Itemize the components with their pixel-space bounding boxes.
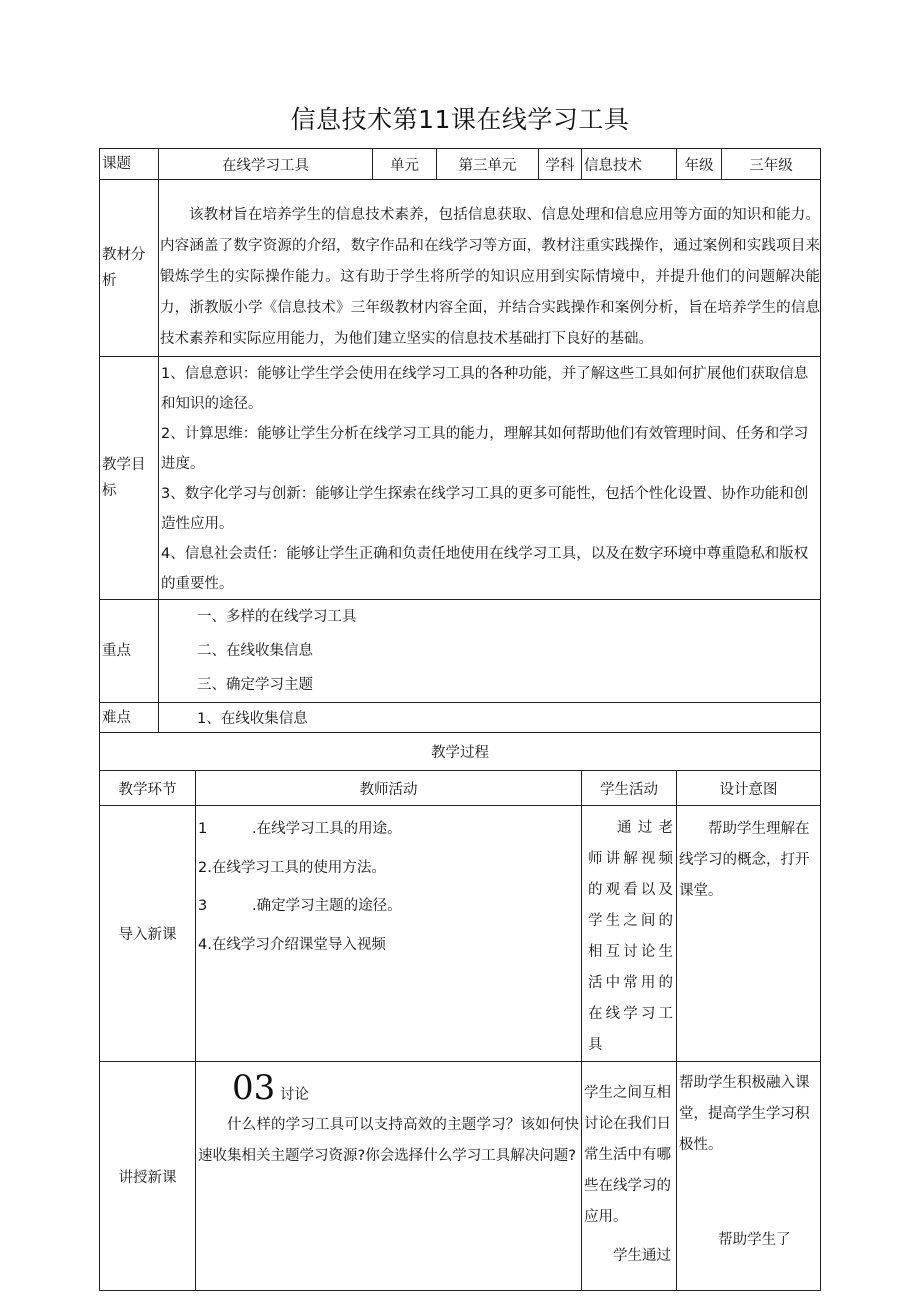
difficulty-label: 难点 xyxy=(100,703,159,733)
intro-step: 3 .确定学习主题的途径。 xyxy=(198,898,402,914)
column-stage: 教学环节 xyxy=(100,771,196,806)
objectives-list xyxy=(159,357,821,600)
analysis-row xyxy=(100,180,821,357)
intro-teacher xyxy=(196,806,582,1062)
lecture-teacher-text: 什么样的学习工具可以支持高效的主题学习？该如何快速收集相关主题学习资源?你会选择什么学习工具解决问题? xyxy=(198,1117,579,1164)
lecture-student-text: 学生之间互相讨论在我们日常生活中有哪些在线学习的应用。 xyxy=(584,1085,671,1225)
intro-step: 2.在线学习工具的使用方法。 xyxy=(198,859,386,876)
objective-item: 4、信息社会责任：能够让学生正确和负责任地使用在线学习工具，以及在数字环境中尊重隐私和版权的重要性。 xyxy=(161,546,809,592)
lecture-intent-more: 帮助学生了 xyxy=(718,1232,791,1248)
section-number-label: 讨论 xyxy=(279,1087,309,1103)
page-title: 信息技术第11课在线学习工具 xyxy=(290,105,630,134)
analysis-label xyxy=(100,180,159,357)
objective-item: 2、计算思维：能够让学生分析在线学习工具的能力，理解其如何帮助他们有效管理时间、任务和学习进度。 xyxy=(161,426,809,472)
key-points-label: 重点 xyxy=(100,600,159,703)
analysis-label-line2: 析 xyxy=(102,273,117,289)
analysis-text: 该教材旨在培养学生的信息技术素养，包括信息获取、信息处理和信息应用等方面的知识和能力。内容涵盖了数字资源的介绍，数字作品和在线学习等方面，教材注重实践操作，通过案例和实践项目来锻炼学生的实际操作能力。这有助于学生将所学的知识应用到实际情境中，并提升他们的问题解决能力，浙教版小学《信息技术》三年级教材内容全面，并结合实践操作和案例分析，旨在培养学生的信息技术素养和实际应用能力，为他们建立坚实的信息技术基础打下良好的基础。 xyxy=(159,180,821,357)
key-points-list xyxy=(159,600,821,703)
objectives-row xyxy=(100,357,821,600)
unit-value: 第三单元 xyxy=(437,149,539,180)
difficulty-text: 1、在线收集信息 xyxy=(159,703,821,733)
column-intent: 设计意图 xyxy=(677,771,821,806)
objectives-label-line1: 教学目 xyxy=(102,457,146,473)
process-heading-row xyxy=(100,733,821,771)
key-point-item: 二、在线收集信息 xyxy=(197,643,313,659)
lesson-plan-table xyxy=(99,148,821,1291)
lecture-intent xyxy=(677,1062,821,1291)
lecture-intent-text: 帮助学生积极融入课堂，提高学生学习积极性。 xyxy=(679,1075,810,1153)
lecture-stage: 讲授新课 xyxy=(100,1062,196,1291)
grade-label: 年级 xyxy=(677,149,722,180)
lecture-row xyxy=(100,1062,821,1291)
key-point-item: 三、确定学习主题 xyxy=(197,677,313,693)
intro-stage: 导入新课 xyxy=(100,806,196,1062)
intro-intent: 帮助学生理解在线学习的概念，打开课堂。 xyxy=(677,806,821,1062)
header-row xyxy=(100,149,821,180)
lecture-student xyxy=(582,1062,677,1291)
process-heading: 教学过程 xyxy=(100,733,821,771)
process-columns-row xyxy=(100,771,821,806)
intro-step: 4.在线学习介绍课堂导入视频 xyxy=(198,936,386,953)
unit-label: 单元 xyxy=(373,149,437,180)
objective-item: 1、信息意识：能够让学生学会使用在线学习工具的各种功能，并了解这些工具如何扩展他们获取信息和知识的途径。 xyxy=(161,366,809,412)
key-point-item: 一、多样的在线学习工具 xyxy=(197,609,357,625)
section-number: 03 xyxy=(232,1068,276,1108)
lecture-student-more: 学生通过 xyxy=(613,1248,671,1264)
intro-student: 通过老师讲解视频的观看以及学生之间的相互讨论生活中常用的在线学习工具 xyxy=(582,806,677,1062)
objectives-label xyxy=(100,357,159,600)
objective-item: 3、数字化学习与创新：能够让学生探索在线学习工具的更多可能性，包括个性化设置、协作功能和创造性应用。 xyxy=(161,486,809,532)
column-teacher: 教师活动 xyxy=(196,771,582,806)
lecture-teacher xyxy=(196,1062,582,1291)
difficulty-row xyxy=(100,703,821,733)
topic-value: 在线学习工具 xyxy=(159,149,373,180)
grade-value: 三年级 xyxy=(722,149,821,180)
analysis-label-line1: 教材分 xyxy=(102,247,146,263)
intro-row xyxy=(100,806,821,1062)
column-student: 学生活动 xyxy=(582,771,677,806)
subject-value: 信息技术 xyxy=(582,149,677,180)
intro-step: 1 .在线学习工具的用途。 xyxy=(198,821,402,837)
topic-label: 课题 xyxy=(100,149,159,180)
subject-label: 学科 xyxy=(539,149,582,180)
key-points-row xyxy=(100,600,821,703)
objectives-label-line2: 标 xyxy=(102,483,117,499)
